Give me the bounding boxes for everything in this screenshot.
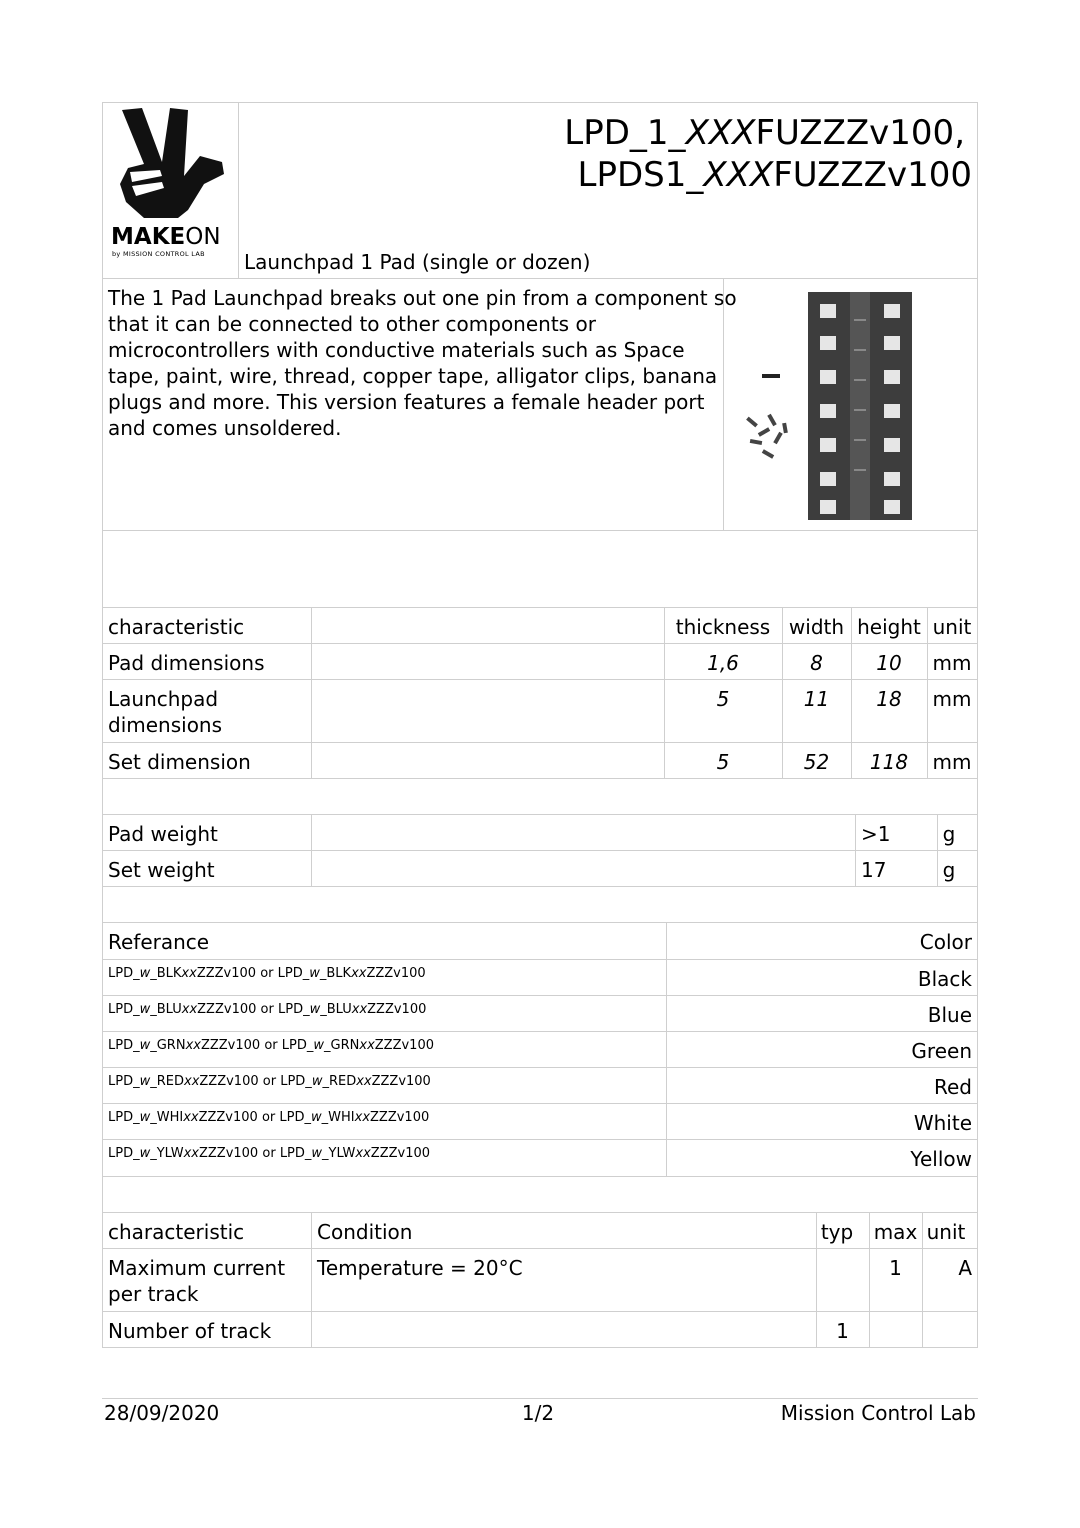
logo-on: ON	[185, 224, 221, 250]
elec-header-unit: unit	[926, 1220, 966, 1244]
dim-row-label: Pad dimensions	[108, 651, 265, 675]
ref-code: LPD_w_BLKxxZZZv100 or LPD_w_BLKxxZZZv100	[108, 966, 426, 981]
dim-row-label: dimensions	[108, 713, 223, 737]
ref-color: White	[913, 1111, 972, 1135]
ref-color: Yellow	[910, 1147, 972, 1171]
document-title-line1: LPD_1_XXXFUZZZv100,	[564, 113, 965, 153]
elec-header-condition: Condition	[317, 1220, 413, 1244]
elec-header-max: max	[873, 1220, 918, 1244]
elec-row-typ: 1	[836, 1319, 849, 1343]
elec-row-label: Number of track	[108, 1319, 272, 1343]
weight-unit: g	[942, 858, 956, 882]
weight-unit: g	[942, 822, 956, 846]
dim-row-unit: mm	[932, 687, 972, 711]
elec-row-label: per track	[108, 1282, 199, 1306]
dim-row-thickness: 5	[716, 750, 730, 774]
elec-header-characteristic: characteristic	[108, 1220, 245, 1244]
ref-header-reference: Referance	[108, 930, 210, 954]
dim-header-height: height	[857, 615, 921, 639]
ref-code: LPD_w_GRNxxZZZv100 or LPD_w_GRNxxZZZv100	[108, 1038, 434, 1053]
dim-row-thickness: 1,6	[707, 651, 739, 675]
description-line: The 1 Pad Launchpad breaks out one pin from a component so	[108, 286, 737, 310]
description-line: microcontrollers with conductive materials such as Space	[108, 338, 685, 362]
ref-color: Red	[934, 1075, 972, 1099]
hand-peace-icon	[108, 106, 234, 226]
dim-row-height: 10	[876, 651, 902, 675]
footer-date: 28/09/2020	[104, 1401, 220, 1425]
ref-color: Blue	[927, 1003, 972, 1027]
dim-row-label: Set dimension	[108, 750, 251, 774]
elec-row-label: Maximum current	[108, 1256, 286, 1280]
ref-color: Black	[917, 967, 972, 991]
ref-code: LPD_w_REDxxZZZv100 or LPD_w_REDxxZZZv100	[108, 1074, 431, 1089]
dim-header-characteristic: characteristic	[108, 615, 245, 639]
document-title-line2: LPDS1_XXXFUZZZv100	[577, 155, 972, 195]
logo-subtitle: by MISSION CONTROL LAB	[112, 250, 205, 258]
footer-page-number: 1/2	[521, 1401, 555, 1425]
elec-row-unit: A	[958, 1256, 972, 1280]
weight-label: Set weight	[108, 858, 215, 882]
launchpad-product-photo	[736, 290, 916, 522]
dim-row-unit: mm	[932, 750, 972, 774]
dim-row-width: 11	[803, 687, 830, 711]
dim-row-unit: mm	[932, 651, 972, 675]
footer-company: Mission Control Lab	[780, 1401, 976, 1425]
weight-value: 17	[861, 858, 887, 882]
ref-color: Green	[911, 1039, 972, 1063]
elec-header-typ: typ	[820, 1220, 854, 1244]
dim-header-unit: unit	[932, 615, 972, 639]
ref-code: LPD_w_WHIxxZZZv100 or LPD_w_WHIxxZZZv100	[108, 1110, 430, 1125]
logo-make: MAKE	[111, 224, 186, 250]
dim-row-thickness: 5	[716, 687, 730, 711]
description-line: and comes unsoldered.	[108, 416, 342, 440]
dim-row-width: 8	[810, 651, 823, 675]
dim-row-height: 18	[876, 687, 902, 711]
dim-header-width: width	[788, 615, 845, 639]
elec-row-condition: Temperature = 20°C	[317, 1256, 523, 1280]
ref-header-color: Color	[919, 930, 972, 954]
dim-row-width: 52	[803, 750, 830, 774]
weight-value: >1	[861, 822, 891, 846]
dim-header-thickness: thickness	[675, 615, 771, 639]
description-line: that it can be connected to other components or	[108, 312, 596, 336]
logo	[108, 106, 234, 274]
dim-row-label: Launchpad	[108, 687, 219, 711]
dim-row-height: 118	[869, 750, 909, 774]
weight-label: Pad weight	[108, 822, 218, 846]
description-line: tape, paint, wire, thread, copper tape, alligator clips, banana	[108, 364, 718, 388]
ref-code: LPD_w_BLUxxZZZv100 or LPD_w_BLUxxZZZv100	[108, 1002, 427, 1017]
document-subtitle: Launchpad 1 Pad (single or dozen)	[244, 250, 591, 274]
ref-code: LPD_w_YLWxxZZZv100 or LPD_w_YLWxxZZZv100	[108, 1146, 431, 1161]
elec-row-max: 1	[889, 1256, 902, 1280]
description-line: plugs and more. This version features a female header port	[108, 390, 705, 414]
